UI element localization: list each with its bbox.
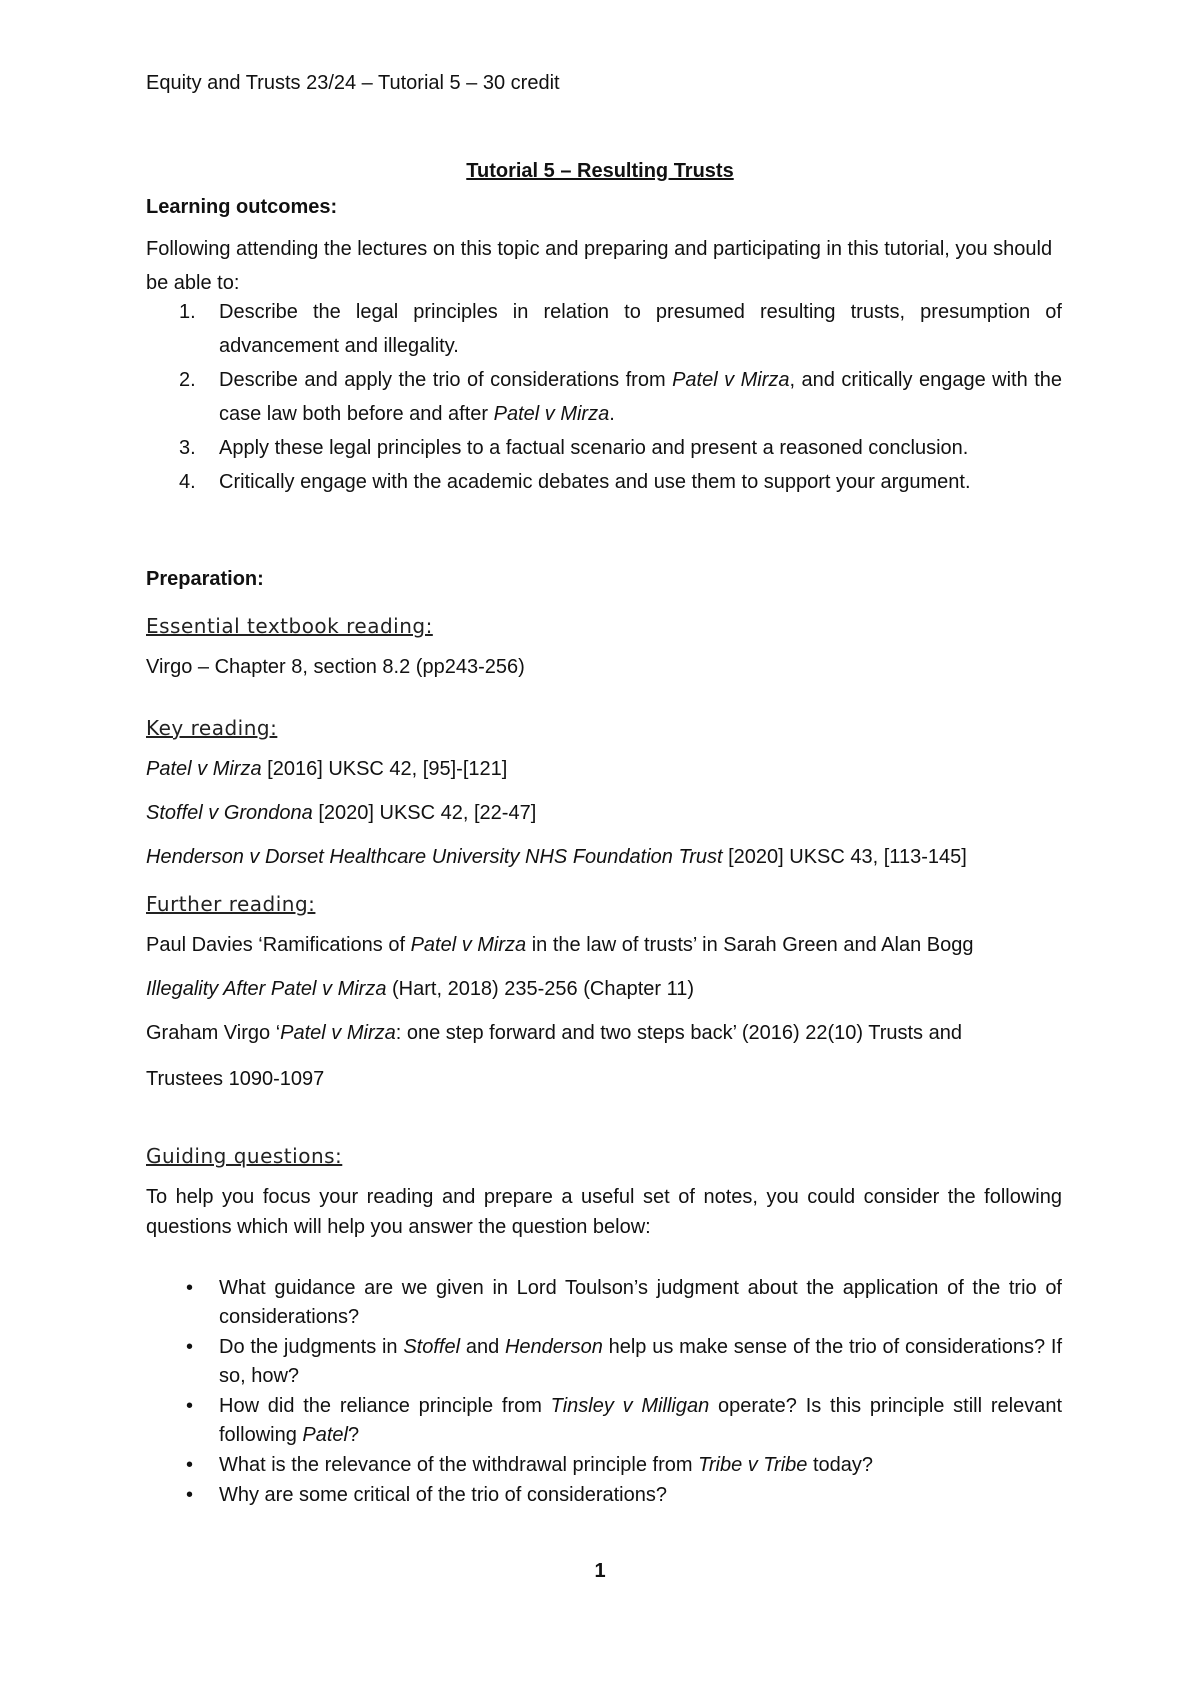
case-name: Henderson — [504, 1336, 603, 1358]
reading-text: Graham Virgo ‘ — [146, 1022, 281, 1044]
case-name: Henderson v Dorset Healthcare University NHS Foundation Trust — [146, 846, 723, 868]
guiding-questions-list — [146, 1274, 1062, 1511]
citation: [2020] UKSC 42, [22-47] — [312, 802, 537, 824]
question-text: help us make sense of the trio of considerations? If so, how? — [219, 1336, 1062, 1387]
guiding-questions-intro: To help you focus your reading and prepare a useful set of notes, you could consider the following questions which will help you answer the question below: — [146, 1186, 1062, 1238]
key-reading-item — [146, 758, 1086, 781]
further-reading-line — [146, 978, 1086, 1001]
outcome-item — [146, 295, 1062, 363]
reading-text: (Hart, 2018) 235-256 (Chapter 11) — [386, 978, 695, 1000]
citation: [2016] UKSC 42, [95]-[121] — [261, 758, 508, 780]
outcome-text: Apply these legal principles to a factual scenario and present a reasoned conclusion. — [219, 437, 969, 459]
key-reading-item — [146, 802, 1086, 825]
book-title: Illegality After Patel v Mirza — [146, 978, 387, 1000]
case-name: Tinsley v Milligan — [550, 1395, 710, 1417]
question-text: What is the relevance of the withdrawal principle from — [219, 1454, 699, 1476]
question-item — [146, 1333, 1062, 1391]
bullet-icon: • — [186, 1454, 194, 1476]
question-item — [146, 1274, 1062, 1332]
question-text: Why are some critical of the trio of considerations? — [219, 1484, 667, 1506]
page-number: 1 — [594, 1560, 606, 1582]
essential-reading-label: Essential textbook reading: — [146, 614, 433, 638]
punctuation: . — [609, 403, 615, 425]
outcome-text: Describe and apply the trio of considerations from — [219, 369, 673, 391]
question-text: today? — [807, 1454, 873, 1476]
bullet-icon: • — [186, 1484, 194, 1506]
outcome-number: 4. — [179, 471, 196, 493]
further-reading-line — [146, 1022, 1086, 1045]
running-header: Equity and Trusts 23/24 – Tutorial 5 – 30 credit — [146, 72, 560, 94]
question-text: and — [460, 1336, 505, 1358]
question-text: Do the judgments in — [219, 1336, 404, 1358]
question-item — [146, 1392, 1062, 1450]
outcome-item — [146, 465, 1062, 499]
outcome-text: , and critically engage with the case law both before and after — [219, 369, 1063, 425]
learning-outcomes-intro: Following attending the lectures on this topic and preparing and participating in this tutorial, you should be able to: — [146, 238, 1053, 294]
outcome-number: 2. — [179, 369, 196, 391]
question-text: What guidance are we given in Lord Toulson’s judgment about the application of the trio of considerations? — [219, 1277, 1062, 1328]
case-name: Patel — [302, 1424, 348, 1446]
further-reading-line — [146, 934, 1086, 957]
outcome-item — [146, 363, 1062, 431]
page-title: Tutorial 5 – Resulting Trusts — [466, 160, 734, 182]
learning-outcomes-heading: Learning outcomes: — [146, 196, 338, 218]
outcome-item — [146, 431, 1062, 465]
citation: [2020] UKSC 43, [113-145] — [722, 846, 967, 868]
bullet-icon: • — [186, 1277, 194, 1299]
case-name: Patel v Mirza — [146, 758, 262, 780]
further-reading-label: Further reading: — [146, 892, 316, 916]
case-name: Tribe v Tribe — [698, 1454, 808, 1476]
essential-reading-text: Virgo – Chapter 8, section 8.2 (pp243-256) — [146, 656, 525, 678]
bullet-icon: • — [186, 1336, 194, 1358]
question-item — [146, 1451, 1062, 1480]
outcome-number: 1. — [179, 301, 196, 323]
outcome-text: Describe the legal principles in relation to presumed resulting trusts, presumption of advancement and illegality. — [219, 301, 1062, 357]
question-text: ? — [347, 1424, 360, 1446]
question-text: operate? Is this principle still relevant following — [219, 1395, 1062, 1446]
guiding-questions-label: Guiding questions: — [146, 1144, 343, 1168]
question-text: How did the reliance principle from — [219, 1395, 551, 1417]
learning-outcomes-list — [146, 295, 1062, 499]
case-name: Patel v Mirza — [280, 1022, 396, 1044]
case-name: Patel v Mirza — [493, 403, 610, 425]
reading-text: : one step forward and two steps back’ (2016) 22(10) Trusts and — [395, 1022, 962, 1044]
key-reading-label: Key reading: — [146, 716, 278, 740]
reading-text: in the law of trusts’ in Sarah Green and Alan Bogg — [526, 934, 974, 956]
case-name: Patel v Mirza — [672, 369, 790, 391]
case-name: Stoffel v Grondona — [146, 802, 313, 824]
key-reading-item — [146, 846, 1086, 869]
further-reading-line — [146, 1068, 1086, 1091]
reading-text: Trustees 1090-1097 — [146, 1068, 325, 1090]
reading-text: Paul Davies ‘Ramifications of — [146, 934, 411, 956]
bullet-icon: • — [186, 1395, 194, 1417]
case-name: Patel v Mirza — [410, 934, 527, 956]
question-item — [146, 1481, 1062, 1510]
outcome-text: Critically engage with the academic debates and use them to support your argument. — [219, 471, 971, 493]
preparation-heading: Preparation: — [146, 568, 264, 590]
case-name: Stoffel — [403, 1336, 461, 1358]
outcome-number: 3. — [179, 437, 196, 459]
